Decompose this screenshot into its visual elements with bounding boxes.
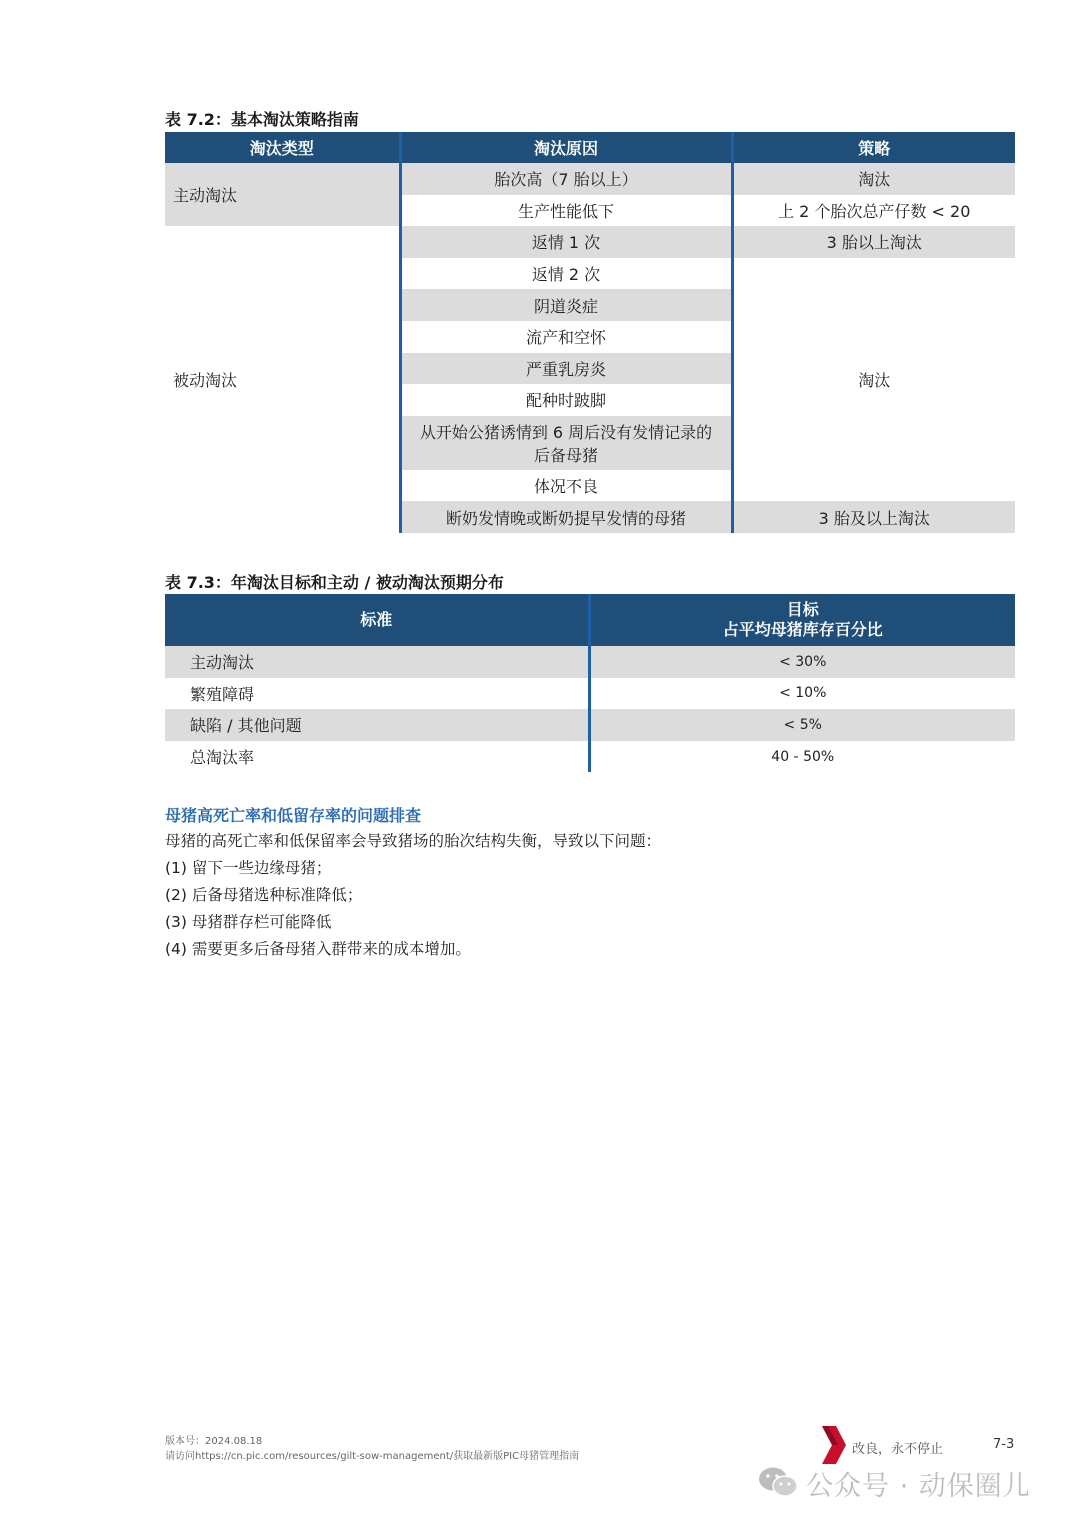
header-strategy: 策略 (732, 132, 1015, 163)
cell-reason: 断奶发情晚或断奶提早发情的母猪 (400, 501, 732, 533)
cell-reason: 胎次高（7 胎以上） (400, 163, 732, 195)
table-row (165, 226, 1015, 258)
table-7-3-caption: 表 7.3：年淘汰目标和主动 / 被动淘汰预期分布 (165, 573, 504, 592)
cell-active-cull: 主动淘汰 (165, 163, 400, 226)
table-row (165, 678, 1015, 710)
cell-reason: 配种时跛脚 (400, 384, 732, 416)
visit-link[interactable]: 请访问https://cn.pic.com/resources/gilt-sow-management/获取最新版PIC母猪管理指南 (165, 1451, 580, 1462)
footer-info (165, 1434, 579, 1464)
version-text: 版本号：2024.08.18 (165, 1436, 263, 1447)
cell-reason: 阴道炎症 (400, 289, 732, 321)
cell-target: 40 - 50% (589, 741, 1015, 773)
table-7-2-caption: 表 7.2：基本淘汰策略指南 (165, 110, 359, 129)
section-body (165, 828, 1025, 963)
list-item: (2) 后备母猪选种标准降低； (165, 886, 363, 904)
cell-standard: 总淘汰率 (165, 741, 589, 773)
cell-standard: 繁殖障碍 (165, 678, 589, 710)
section-intro: 母猪的高死亡率和低保留率会导致猪场的胎次结构失衡，导致以下问题： (165, 832, 662, 850)
cell-reason: 流产和空怀 (400, 321, 732, 353)
cell-target: < 30% (589, 646, 1015, 678)
cell-reason: 生产性能低下 (400, 195, 732, 227)
section-title: 母猪高死亡率和低留存率的问题排查 (165, 806, 422, 825)
header-cull-reason: 淘汰原因 (400, 132, 732, 163)
header-cull-type: 淘汰类型 (165, 132, 400, 163)
page-number: 7-3 (993, 1437, 1015, 1452)
list-item: (1) 留下一些边缘母猪； (165, 859, 332, 877)
cell-target: < 5% (589, 709, 1015, 741)
cell-target: < 10% (589, 678, 1015, 710)
cell-reason: 返情 1 次 (400, 226, 732, 258)
cell-strategy: 淘汰 (732, 258, 1015, 502)
brand-slogan: 改良，永不停止 (852, 1442, 944, 1457)
header-target-line2: 占平均母猪库存百分比 (722, 620, 883, 639)
cell-reason: 严重乳房炎 (400, 353, 732, 385)
table-row (165, 741, 1015, 773)
culling-target-table (165, 594, 1015, 772)
cell-reason: 从开始公猪诱情到 6 周后没有发情记录的 (400, 416, 732, 443)
list-item: (4) 需要更多后备母猪入群带来的成本增加。 (165, 940, 471, 958)
cell-strategy: 淘汰 (732, 163, 1015, 195)
cell-strategy: 3 胎以上淘汰 (732, 226, 1015, 258)
cell-reason: 返情 2 次 (400, 258, 732, 290)
watermark-text: 公众号 · 动保圈儿 (806, 1471, 1031, 1502)
cell-passive-cull: 被动淘汰 (165, 226, 400, 533)
cell-reason: 体况不良 (400, 470, 732, 502)
header-target (589, 594, 1015, 646)
cell-strategy: 上 2 个胎次总产仔数 < 20 (732, 195, 1015, 227)
table-header-row (165, 132, 1015, 163)
cell-standard: 主动淘汰 (165, 646, 589, 678)
wechat-icon (758, 1465, 798, 1499)
table-row (165, 646, 1015, 678)
pic-logo-chevron-icon (818, 1426, 846, 1464)
cell-standard: 缺陷 / 其他问题 (165, 709, 589, 741)
header-standard: 标准 (165, 594, 589, 646)
culling-strategy-table (165, 132, 1015, 533)
cell-reason: 后备母猪 (400, 443, 732, 470)
table-header-row (165, 594, 1015, 646)
header-target-line1: 目标 (786, 600, 819, 619)
cell-strategy: 3 胎及以上淘汰 (732, 501, 1015, 533)
table-row (165, 163, 1015, 195)
table-row (165, 709, 1015, 741)
list-item: (3) 母猪群存栏可能降低 (165, 913, 332, 931)
